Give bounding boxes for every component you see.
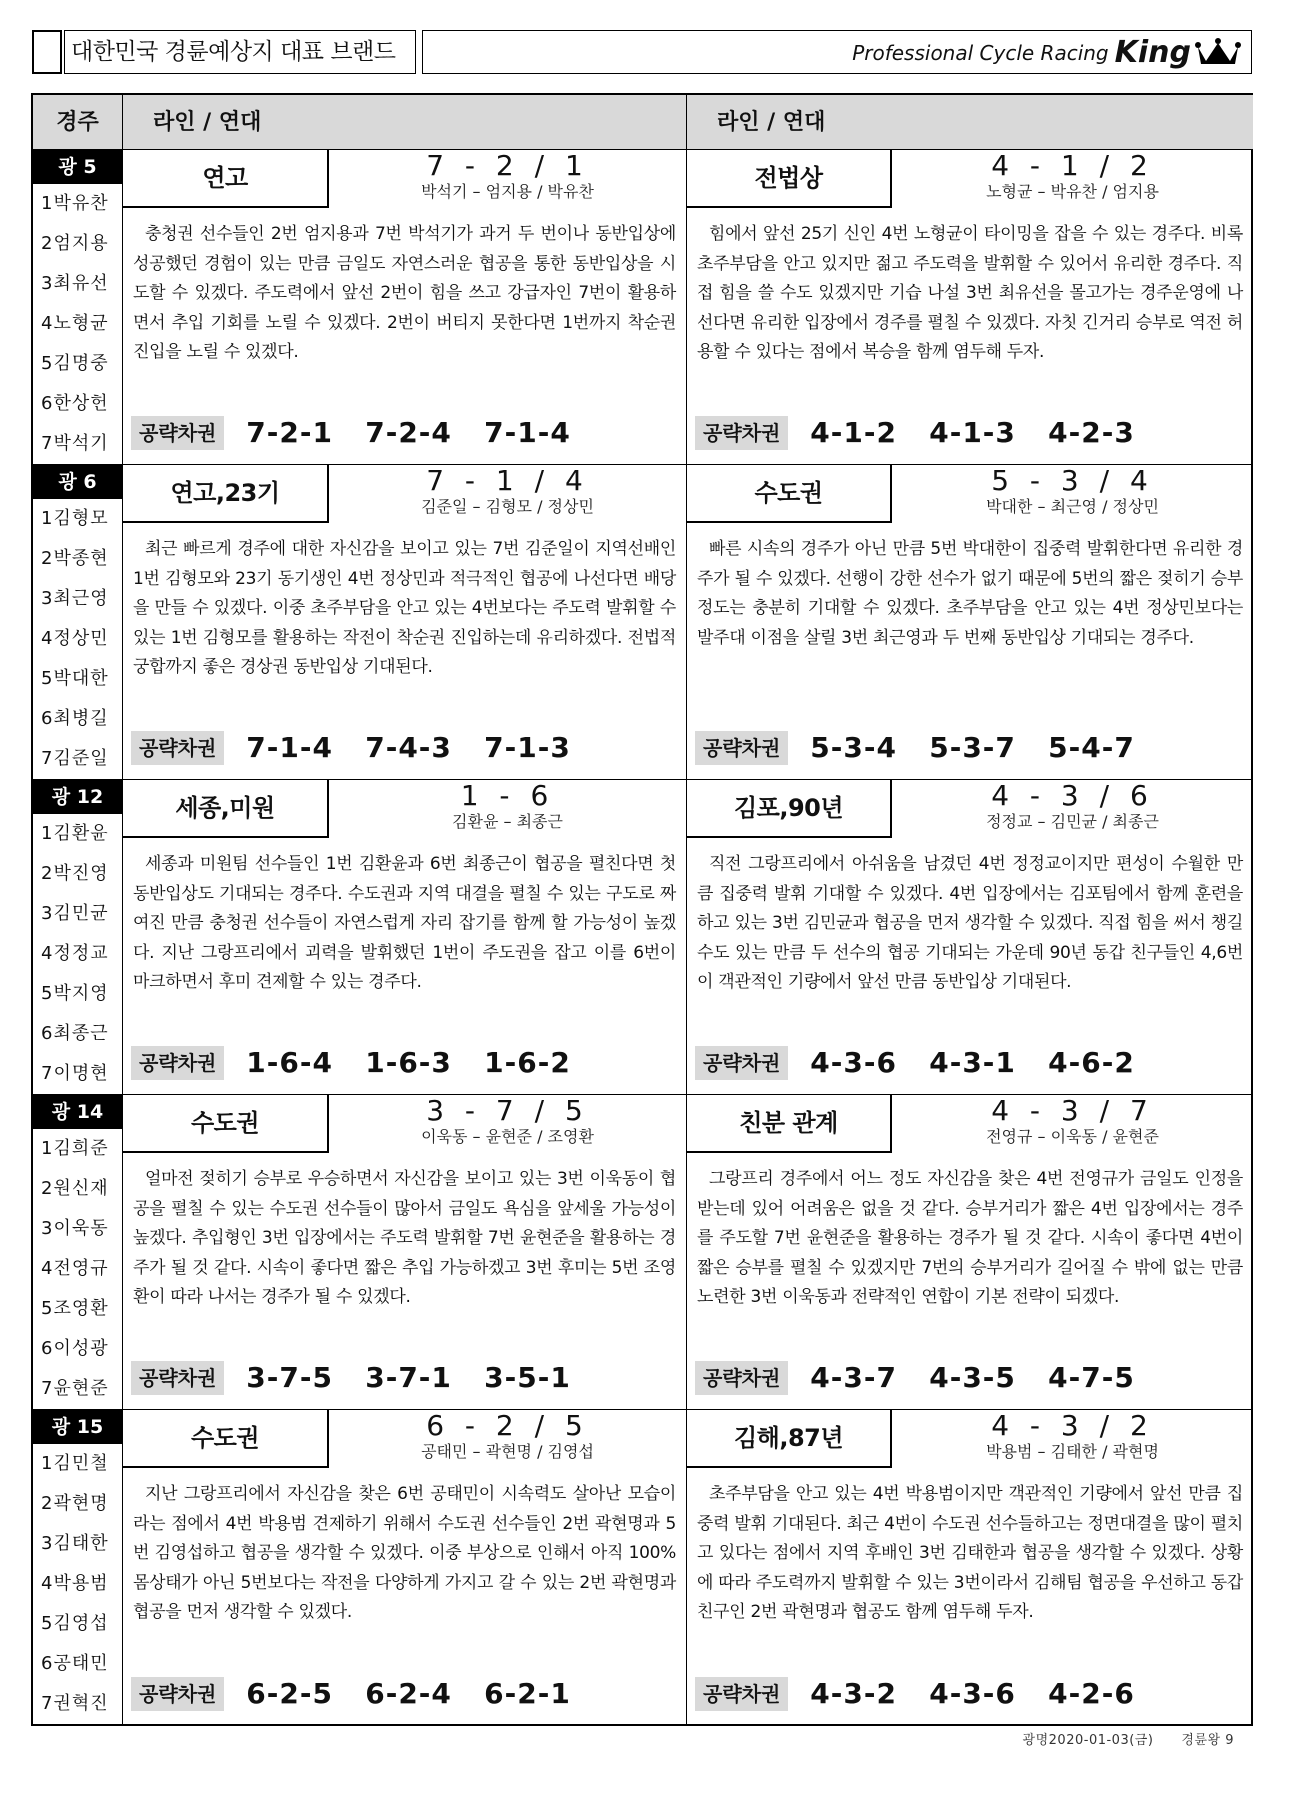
race-row <box>33 1410 1253 1725</box>
line-type: 김포,90년 <box>687 780 892 838</box>
racer-entry: 6공태민 <box>41 1653 109 1674</box>
pick-numbers: 6 - 2 / 5 <box>426 1409 589 1442</box>
king-logo-text: King <box>1114 35 1191 70</box>
combo-values: 5-3-4 5-3-7 5-4-7 <box>810 731 1135 764</box>
line-panel-right <box>687 780 1253 1094</box>
combo-row <box>131 1046 571 1084</box>
combo-values: 7-1-4 7-4-3 7-1-3 <box>246 731 571 764</box>
pick-summary <box>892 1410 1253 1468</box>
line-panel-right <box>687 1410 1253 1725</box>
race-analysis <box>697 1480 1243 1628</box>
pick-numbers: 3 - 7 / 5 <box>426 1094 589 1127</box>
analysis-text: 충청권 선수들인 2번 엄지용과 7번 박석기가 과거 두 번이나 동반입상에 성공했던 경험이 있는 만큼 금일도 자연스러운 협공을 통한 동반입상을 시도할 수 있겠다. 주도력에서 앞선 2번이 힘을 쓰고 강급자인 7번이 활용하면서 추입 기회를 노릴 수 있겠다. 2번이 버티지 못한다면 1번까지 착순권 진입을 노릴 수 있겠다. <box>133 224 676 362</box>
race-analysis <box>133 220 676 368</box>
race-analysis <box>697 535 1243 653</box>
pick-summary <box>329 1095 686 1153</box>
page-footer <box>1023 1729 1234 1748</box>
analysis-text: 그랑프리 경주에서 어느 정도 자신감을 찾은 4번 전영규가 금일도 인정을 받는데 있어 어려움은 없을 것 같다. 승부거리가 짧은 4번 입장에서는 경주를 주도할 7번 윤현준을 활용하는 경주가 될 것 같다. 시속이 좋다면 4번이 짧은 승부를 펼칠 수 있겠지만 7번의 승부거리가 길어질 수 밖에 없는 만큼 노련한 3번 이욱동과 전략적인 연합이 기본 전략이 되겠다. <box>697 1169 1243 1307</box>
racer-entry: 6한상헌 <box>41 393 109 414</box>
pick-summary <box>892 1095 1253 1153</box>
race-analysis <box>697 850 1243 998</box>
race-row <box>33 150 1253 465</box>
pick-summary <box>329 1410 686 1468</box>
racer-entry: 2곽현명 <box>41 1493 109 1514</box>
analysis-text: 힘에서 앞선 25기 신인 4번 노형균이 타이밍을 잡을 수 있는 경주다. 비록 초주부담을 안고 있지만 젊고 주도력을 발휘할 수 있어서 유리한 경주다. 직접 힘을 쓸 수도 있겠지만 기습 나설 3번 최유선을 몰고가는 경주운영에 나선다면 유리한 입장에서 경주를 펼칠 수 있겠다. 자칫 긴거리 승부로 역전 허용할 수 있다는 점에서 복승을 함께 염두해 두자. <box>697 224 1243 362</box>
line-type: 김해,87년 <box>687 1410 892 1468</box>
pick-summary <box>892 780 1253 838</box>
racer-entry: 7윤현준 <box>41 1378 109 1399</box>
racer-entry: 5조영환 <box>41 1298 109 1319</box>
racer-entry: 1김형모 <box>41 508 109 529</box>
race-analysis <box>133 850 676 998</box>
pick-numbers: 4 - 3 / 7 <box>991 1094 1154 1127</box>
line-type: 수도권 <box>123 1095 329 1153</box>
combo-row <box>695 731 1135 769</box>
combo-values: 3-7-5 3-7-1 3-5-1 <box>246 1361 571 1394</box>
racer-list <box>33 465 123 779</box>
pick-numbers: 1 - 6 <box>460 779 555 812</box>
racer-entry: 3이욱동 <box>41 1218 109 1239</box>
racer-entry: 3최근영 <box>41 588 109 609</box>
pick-summary <box>892 150 1253 208</box>
combo-row <box>695 1046 1135 1084</box>
footer-date: 광명2020-01-03(금) <box>1022 1733 1154 1748</box>
combo-values: 7-2-1 7-2-4 7-1-4 <box>246 416 571 449</box>
line-panel-left <box>123 780 687 1094</box>
footer-page: 경륜왕 9 <box>1181 1733 1234 1748</box>
column-header-line-right: 라인 / 연대 <box>687 95 1253 150</box>
analysis-text: 빠른 시속의 경주가 아닌 만큼 5번 박대한이 집중력 발휘한다면 유리한 경주가 될 수 있겠다. 선행이 강한 선수가 없기 때문에 5번의 짧은 젖히기 승부 정도는 충분히 기대할 수 있겠다. 초주부담을 안고 있는 4번 정상민보다는 발주대 이점을 살릴 3번 최근영과 두 번째 동반입상 기대되는 경주다. <box>697 539 1243 648</box>
line-panel-left <box>123 1410 687 1725</box>
line-panel-left <box>123 465 687 779</box>
race-analysis <box>133 1480 676 1628</box>
combo-row <box>131 1361 571 1399</box>
line-panel-right <box>687 1095 1253 1409</box>
combo-row <box>695 1361 1135 1399</box>
column-header-race: 경주 <box>33 95 123 150</box>
pick-numbers: 7 - 2 / 1 <box>426 149 589 182</box>
racer-entry: 5김명중 <box>41 353 109 374</box>
racer-entry: 4정상민 <box>41 628 109 649</box>
race-number: 광 15 <box>33 1410 122 1444</box>
combo-values: 4-3-6 4-3-1 4-6-2 <box>810 1046 1135 1079</box>
line-type: 친분 관계 <box>687 1095 892 1153</box>
pick-numbers: 7 - 1 / 4 <box>426 464 589 497</box>
combo-label: 공략차권 <box>695 1361 788 1395</box>
racer-entry: 3최유선 <box>41 273 109 294</box>
race-number: 광 6 <box>33 465 122 499</box>
combo-label: 공략차권 <box>695 731 788 765</box>
race-number: 광 12 <box>33 780 122 814</box>
combo-values: 4-3-2 4-3-6 4-2-6 <box>810 1677 1135 1710</box>
racer-list <box>33 150 123 464</box>
brand-title: 대한민국 경륜예상지 대표 브랜드 <box>64 30 416 74</box>
racer-entry: 2박종현 <box>41 548 109 569</box>
race-analysis <box>133 1165 676 1313</box>
header-tagline-box <box>422 30 1252 74</box>
combo-row <box>131 731 571 769</box>
pick-numbers: 4 - 1 / 2 <box>991 149 1154 182</box>
combo-label: 공략차권 <box>131 731 224 765</box>
line-type: 전법상 <box>687 150 892 208</box>
race-prediction-table <box>31 93 1253 1726</box>
racer-entry: 2원신재 <box>41 1178 109 1199</box>
combo-row <box>695 416 1135 454</box>
line-panel-left <box>123 150 687 464</box>
pick-names: 공태민 – 곽현명 / 김영섭 <box>421 1442 594 1461</box>
line-panel-right <box>687 465 1253 779</box>
racer-entry: 4전영규 <box>41 1258 109 1279</box>
pick-names: 전영규 – 이욱동 / 윤현준 <box>986 1127 1159 1146</box>
analysis-text: 지난 그랑프리에서 자신감을 찾은 6번 공태민이 시속력도 살아난 모습이라는 점에서 4번 박용범 견제하기 위해서 수도권 선수들인 2번 곽현명과 5번 김영섭하고 협공을 생각할 수 있겠다. 이중 부상으로 인해서 아직 100% 몸상태가 아닌 5번보다는 작전을 다양하게 가지고 갈 수 있는 2번 곽현명과 협공을 먼저 생각할 수 있겠다. <box>133 1484 676 1622</box>
race-analysis <box>697 220 1243 368</box>
racer-entry: 1김민철 <box>41 1453 109 1474</box>
racer-entry: 4정정교 <box>41 943 109 964</box>
racer-entry: 1김환윤 <box>41 823 109 844</box>
analysis-text: 직전 그랑프리에서 아쉬움을 남겼던 4번 정정교이지만 편성이 수월한 만큼 집중력 발휘 기대할 수 있겠다. 4번 입장에서는 김포팀에서 함께 훈련을 하고 있는 3번 김민균과 협공을 먼저 생각할 수 있겠다. 직접 힘을 써서 챙길 수도 있는 만큼 두 선수의 협공 기대되는 가운데 90년 동갑 친구들인 4,6번이 객관적인 기량에서 앞선 만큼 동반입상 기대된다. <box>697 854 1243 992</box>
header-marker-box <box>32 30 62 74</box>
pick-numbers: 4 - 3 / 2 <box>991 1409 1154 1442</box>
combo-row <box>695 1677 1135 1715</box>
racer-entry: 6이성광 <box>41 1338 109 1359</box>
crown-icon <box>1195 37 1241 67</box>
combo-label: 공략차권 <box>695 1677 788 1711</box>
pick-names: 박석기 – 엄지용 / 박유찬 <box>421 182 594 201</box>
pick-names: 김준일 – 김형모 / 정상민 <box>421 497 594 516</box>
pick-names: 김환윤 – 최종근 <box>452 812 563 831</box>
race-analysis <box>697 1165 1243 1313</box>
line-type: 연고 <box>123 150 329 208</box>
racer-entry: 7김준일 <box>41 748 109 769</box>
race-number: 광 5 <box>33 150 122 184</box>
racer-entry: 5박지영 <box>41 983 109 1004</box>
analysis-text: 초주부담을 안고 있는 4번 박용범이지만 객관적인 기량에서 앞선 만큼 집중력 발휘 기대된다. 최근 4번이 수도권 선수들하고는 정면대결을 많이 펼치고 있다는 점에서 지역 후배인 3번 김태한과 협공을 생각할 수 있겠다. 상황에 따라 주도력까지 발휘할 수 있는 3번이라서 김해팀 협공을 우선하고 동갑친구인 2번 곽현명과 협공도 함께 염두해 두자. <box>697 1484 1243 1622</box>
racer-entry: 7박석기 <box>41 433 109 454</box>
combo-label: 공략차권 <box>131 1677 224 1711</box>
combo-row <box>131 416 571 454</box>
analysis-text: 세종과 미원팀 선수들인 1번 김환윤과 6번 최종근이 협공을 펼친다면 첫 동반입상도 기대되는 경주다. 수도권과 지역 대결을 펼칠 수 있는 구도로 짜여진 만큼 충청권 선수들이 자연스럽게 자리 잡기를 함께 할 가능성이 높겠다. 지난 그랑프리에서 괴력을 발휘했던 1번이 주도권을 잡고 이를 6번이 마크하면서 후미 견제할 수 있는 경주다. <box>133 854 676 992</box>
racer-entry: 7권혁진 <box>41 1693 109 1714</box>
race-row <box>33 780 1253 1095</box>
race-row <box>33 465 1253 780</box>
line-type: 연고,23기 <box>123 465 329 523</box>
racer-entry: 2박진영 <box>41 863 109 884</box>
line-type: 수도권 <box>123 1410 329 1468</box>
racer-entry: 6최종근 <box>41 1023 109 1044</box>
racer-entry: 6최병길 <box>41 708 109 729</box>
combo-values: 4-1-2 4-1-3 4-2-3 <box>810 416 1135 449</box>
pick-summary <box>329 780 686 838</box>
pick-numbers: 4 - 3 / 6 <box>991 779 1154 812</box>
racer-list <box>33 780 123 1094</box>
racer-entry: 1김희준 <box>41 1138 109 1159</box>
combo-values: 1-6-4 1-6-3 1-6-2 <box>246 1046 571 1079</box>
combo-label: 공략차권 <box>131 1361 224 1395</box>
combo-label: 공략차권 <box>131 416 224 450</box>
pick-summary <box>329 465 686 523</box>
analysis-text: 얼마전 젖히기 승부로 우승하면서 자신감을 보이고 있는 3번 이욱동이 협공을 펼칠 수 있는 수도권 선수들이 많아서 금일도 욕심을 앞세울 가능성이 높겠다. 추입형인 3번 입장에서는 주도력 발휘할 7번 윤현준을 활용하는 경주가 될 것 같다. 시속이 좋다면 짧은 추입 가능하겠고 3번 후미는 5번 조영환이 따라 나서는 경주가 될 수 있겠다. <box>133 1169 676 1307</box>
racer-entry: 4박용범 <box>41 1573 109 1594</box>
pick-summary <box>892 465 1253 523</box>
racer-entry: 7이명현 <box>41 1063 109 1084</box>
racer-list <box>33 1095 123 1409</box>
racer-list <box>33 1410 123 1725</box>
pick-names: 이욱동 – 윤현준 / 조영환 <box>421 1127 594 1146</box>
combo-label: 공략차권 <box>131 1046 224 1080</box>
analysis-text: 최근 빠르게 경주에 대한 자신감을 보이고 있는 7번 김준일이 지역선배인 1번 김형모와 23기 동기생인 4번 정상민과 적극적인 협공에 나선다면 배당을 만들 수 있겠다. 이중 초주부담을 안고 있는 4번보다는 주도력 발휘할 수 있는 1번 김형모를 활용하는 작전이 착순권 진입하는데 유리하겠다. 전법적 궁합까지 좋은 경상권 동반입상 기대된다. <box>133 539 676 677</box>
racer-entry: 3김태한 <box>41 1533 109 1554</box>
racer-entry: 5박대한 <box>41 668 109 689</box>
racer-entry: 5김영섭 <box>41 1613 109 1634</box>
racer-entry: 1박유찬 <box>41 193 109 214</box>
line-type: 세종,미원 <box>123 780 329 838</box>
pick-names: 노형균 – 박유찬 / 엄지용 <box>986 182 1159 201</box>
combo-label: 공략차권 <box>695 1046 788 1080</box>
racer-entry: 4노형균 <box>41 313 109 334</box>
column-header-line-left: 라인 / 연대 <box>123 95 687 150</box>
combo-row <box>131 1677 571 1715</box>
line-panel-right <box>687 150 1253 464</box>
combo-values: 4-3-7 4-3-5 4-7-5 <box>810 1361 1135 1394</box>
combo-label: 공략차권 <box>695 416 788 450</box>
tagline: Professional Cycle Racing <box>852 41 1109 65</box>
combo-values: 6-2-5 6-2-4 6-2-1 <box>246 1677 571 1710</box>
race-number: 광 14 <box>33 1095 122 1129</box>
line-type: 수도권 <box>687 465 892 523</box>
racer-entry: 2엄지용 <box>41 233 109 254</box>
pick-names: 박대한 – 최근영 / 정상민 <box>986 497 1159 516</box>
pick-numbers: 5 - 3 / 4 <box>991 464 1154 497</box>
race-analysis <box>133 535 676 683</box>
pick-summary <box>329 150 686 208</box>
line-panel-left <box>123 1095 687 1409</box>
racer-entry: 3김민균 <box>41 903 109 924</box>
race-row <box>33 1095 1253 1410</box>
pick-names: 정정교 – 김민균 / 최종근 <box>986 812 1159 831</box>
pick-names: 박용범 – 김태한 / 곽현명 <box>986 1442 1159 1461</box>
